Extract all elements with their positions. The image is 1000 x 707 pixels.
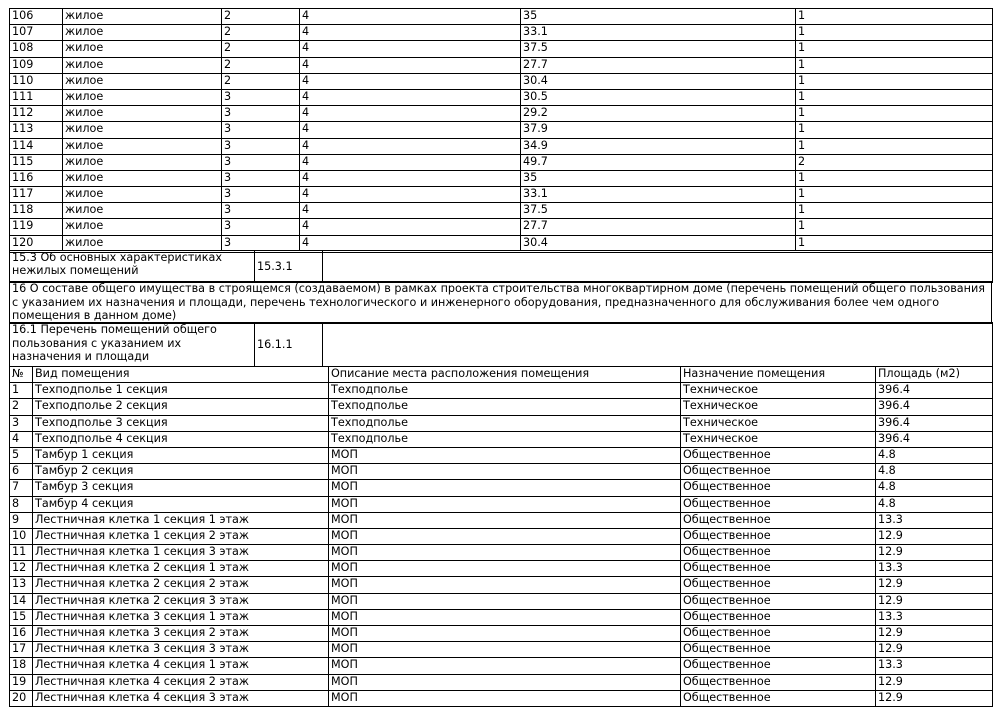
cell-rooms: 1: [796, 235, 993, 251]
cell-type: жилое: [63, 106, 222, 122]
table-row: [10, 219, 993, 235]
table-row: [10, 25, 993, 41]
table-row: [10, 593, 993, 609]
cell-num: 113: [10, 122, 63, 138]
cell-area: 13.3: [876, 561, 993, 577]
header-location: Описание места расположения помещения: [329, 367, 681, 383]
cell-area: 12.9: [876, 528, 993, 544]
cell-purpose: Общественное: [681, 528, 876, 544]
cell-area: 49.7: [521, 154, 796, 170]
cell-floor: 2: [222, 41, 300, 57]
cell-type: жилое: [63, 154, 222, 170]
cell-rooms: 1: [796, 25, 993, 41]
header-area: Площадь (м2): [876, 367, 993, 383]
section-15-3-row: [10, 251, 993, 283]
cell-area: 30.4: [521, 235, 796, 251]
cell-type: жилое: [63, 73, 222, 89]
cell-kind: Лестничная клетка 4 секция 2 этаж: [33, 674, 329, 690]
cell-location: Техподполье: [329, 399, 681, 415]
cell-type: жилое: [63, 170, 222, 186]
cell-type: жилое: [63, 187, 222, 203]
cell-floor: 2: [222, 25, 300, 41]
cell-purpose: Общественное: [681, 658, 876, 674]
cell-kind: Техподполье 2 секция: [33, 399, 329, 415]
cell-kind: Лестничная клетка 2 секция 2 этаж: [33, 577, 329, 593]
cell-area: 12.9: [876, 593, 993, 609]
cell-kind: Лестничная клетка 3 секция 2 этаж: [33, 626, 329, 642]
cell-purpose: Общественное: [681, 674, 876, 690]
cell-floor: 3: [222, 170, 300, 186]
cell-kind: Лестничная клетка 2 секция 1 этаж: [33, 561, 329, 577]
table-row: [10, 577, 993, 593]
cell-kind: Лестничная клетка 1 секция 1 этаж: [33, 512, 329, 528]
cell-entrance: 4: [300, 9, 521, 25]
section-16-1-value: [323, 323, 993, 367]
cell-location: Техподполье: [329, 383, 681, 399]
cell-rooms: 1: [796, 122, 993, 138]
cell-purpose: Техническое: [681, 431, 876, 447]
cell-location: МОП: [329, 690, 681, 706]
table-row: [10, 690, 993, 706]
cell-location: МОП: [329, 512, 681, 528]
cell-num: 9: [10, 512, 33, 528]
table-row: [10, 41, 993, 57]
cell-area: 37.9: [521, 122, 796, 138]
cell-floor: 2: [222, 73, 300, 89]
cell-area: 29.2: [521, 106, 796, 122]
cell-area: 35: [521, 9, 796, 25]
cell-num: 3: [10, 415, 33, 431]
table-row: [10, 415, 993, 431]
cell-floor: 3: [222, 203, 300, 219]
cell-kind: Техподполье 1 секция: [33, 383, 329, 399]
table-row: [10, 235, 993, 251]
cell-rooms: 2: [796, 154, 993, 170]
cell-entrance: 4: [300, 106, 521, 122]
table-row: [10, 480, 993, 496]
cell-num: 19: [10, 674, 33, 690]
cell-rooms: 1: [796, 73, 993, 89]
cell-rooms: 1: [796, 138, 993, 154]
cell-type: жилое: [63, 9, 222, 25]
cell-type: жилое: [63, 41, 222, 57]
table-row: [10, 512, 993, 528]
cell-kind: Техподполье 4 секция: [33, 431, 329, 447]
cell-entrance: 4: [300, 187, 521, 203]
cell-purpose: Общественное: [681, 561, 876, 577]
cell-area: 396.4: [876, 431, 993, 447]
header-num: №: [10, 367, 33, 383]
cell-purpose: Общественное: [681, 642, 876, 658]
cell-rooms: 1: [796, 57, 993, 73]
cell-location: МОП: [329, 658, 681, 674]
cell-location: МОП: [329, 545, 681, 561]
cell-entrance: 4: [300, 57, 521, 73]
cell-entrance: 4: [300, 122, 521, 138]
cell-type: жилое: [63, 219, 222, 235]
cell-entrance: 4: [300, 25, 521, 41]
table-row: [10, 561, 993, 577]
section-15-3-code: 15.3.1: [255, 251, 323, 283]
cell-num: 112: [10, 106, 63, 122]
cell-area: 12.9: [876, 545, 993, 561]
cell-num: 107: [10, 25, 63, 41]
cell-num: 1: [10, 383, 33, 399]
table-row: [10, 57, 993, 73]
cell-kind: Лестничная клетка 4 секция 3 этаж: [33, 690, 329, 706]
cell-rooms: 1: [796, 41, 993, 57]
cell-num: 17: [10, 642, 33, 658]
cell-purpose: Общественное: [681, 496, 876, 512]
cell-purpose: Общественное: [681, 577, 876, 593]
cell-purpose: Общественное: [681, 545, 876, 561]
header-kind: Вид помещения: [33, 367, 329, 383]
cell-rooms: 1: [796, 89, 993, 105]
cell-location: МОП: [329, 480, 681, 496]
cell-area: 4.8: [876, 480, 993, 496]
table-row: [10, 399, 993, 415]
cell-num: 117: [10, 187, 63, 203]
cell-kind: Тамбур 1 секция: [33, 447, 329, 463]
cell-entrance: 4: [300, 170, 521, 186]
cell-location: МОП: [329, 626, 681, 642]
table-row: [10, 187, 993, 203]
cell-kind: Лестничная клетка 2 секция 3 этаж: [33, 593, 329, 609]
cell-area: 4.8: [876, 447, 993, 463]
section-16-1-label: 16.1 Перечень помещений общего пользования с указанием их назначения и площади: [10, 323, 255, 367]
cell-num: 8: [10, 496, 33, 512]
cell-area: 34.9: [521, 138, 796, 154]
cell-num: 115: [10, 154, 63, 170]
cell-area: 27.7: [521, 219, 796, 235]
cell-num: 18: [10, 658, 33, 674]
cell-kind: Лестничная клетка 1 секция 2 этаж: [33, 528, 329, 544]
cell-num: 109: [10, 57, 63, 73]
cell-entrance: 4: [300, 41, 521, 57]
cell-rooms: 1: [796, 106, 993, 122]
cell-area: 13.3: [876, 609, 993, 625]
cell-kind: Тамбур 3 секция: [33, 480, 329, 496]
cell-purpose: Общественное: [681, 447, 876, 463]
cell-purpose: Общественное: [681, 480, 876, 496]
cell-area: 27.7: [521, 57, 796, 73]
common-rooms-table-body: [10, 383, 993, 707]
cell-entrance: 4: [300, 138, 521, 154]
common-rooms-header-row: [10, 367, 993, 383]
table-row: [10, 447, 993, 463]
cell-type: жилое: [63, 57, 222, 73]
cell-num: 119: [10, 219, 63, 235]
table-row: [10, 9, 993, 25]
cell-purpose: Общественное: [681, 626, 876, 642]
cell-floor: 3: [222, 106, 300, 122]
cell-area: 33.1: [521, 187, 796, 203]
cell-purpose: Общественное: [681, 464, 876, 480]
cell-area: 35: [521, 170, 796, 186]
table-row: [10, 626, 993, 642]
section-16-label: 16 О составе общего имущества в строящемся (создаваемом) в рамках проекта строительства многоквартирном доме (перечень помещений общего пользования с указанием их назначения и площади, перечень технологического и инженерного оборудования, предназначенного для обслуживания более чем одного помещения в данном доме): [10, 282, 992, 324]
cell-kind: Техподполье 3 секция: [33, 415, 329, 431]
cell-num: 12: [10, 561, 33, 577]
table-row: [10, 89, 993, 105]
table-row: [10, 383, 993, 399]
cell-num: 106: [10, 9, 63, 25]
section-15-3-label: 15.3 Об основных характеристиках нежилых помещений: [10, 251, 255, 283]
cell-entrance: 4: [300, 89, 521, 105]
cell-kind: Лестничная клетка 3 секция 1 этаж: [33, 609, 329, 625]
cell-floor: 3: [222, 235, 300, 251]
cell-purpose: Общественное: [681, 593, 876, 609]
cell-purpose: Общественное: [681, 609, 876, 625]
cell-area: 12.9: [876, 577, 993, 593]
cell-area: 12.9: [876, 690, 993, 706]
section-15-3: [9, 250, 993, 283]
cell-rooms: 1: [796, 170, 993, 186]
cell-area: 396.4: [876, 399, 993, 415]
cell-num: 111: [10, 89, 63, 105]
cell-num: 11: [10, 545, 33, 561]
cell-location: МОП: [329, 674, 681, 690]
cell-purpose: Техническое: [681, 415, 876, 431]
table-row: [10, 545, 993, 561]
cell-location: МОП: [329, 609, 681, 625]
cell-floor: 3: [222, 122, 300, 138]
cell-location: Техподполье: [329, 431, 681, 447]
section-16-1: [9, 322, 993, 367]
cell-purpose: Техническое: [681, 383, 876, 399]
table-row: [10, 642, 993, 658]
cell-num: 14: [10, 593, 33, 609]
cell-entrance: 4: [300, 235, 521, 251]
cell-num: 13: [10, 577, 33, 593]
cell-rooms: 1: [796, 219, 993, 235]
table-row: [10, 658, 993, 674]
cell-num: 6: [10, 464, 33, 480]
common-rooms-table: [9, 366, 993, 707]
section-15-3-value: [323, 251, 993, 283]
cell-purpose: Техническое: [681, 399, 876, 415]
cell-num: 108: [10, 41, 63, 57]
table-row: [10, 496, 993, 512]
cell-location: Техподполье: [329, 415, 681, 431]
cell-kind: Лестничная клетка 4 секция 1 этаж: [33, 658, 329, 674]
cell-floor: 3: [222, 187, 300, 203]
table-row: [10, 154, 993, 170]
table-row: [10, 170, 993, 186]
table-row: [10, 528, 993, 544]
cell-kind: Тамбур 4 секция: [33, 496, 329, 512]
section-16-row: [10, 282, 992, 324]
cell-num: 4: [10, 431, 33, 447]
cell-location: МОП: [329, 642, 681, 658]
cell-area: 12.9: [876, 674, 993, 690]
table-row: [10, 138, 993, 154]
cell-type: жилое: [63, 138, 222, 154]
table-row: [10, 464, 993, 480]
cell-purpose: Общественное: [681, 690, 876, 706]
section-16-1-code: 16.1.1: [255, 323, 323, 367]
section-16-1-row: [10, 323, 993, 367]
cell-num: 2: [10, 399, 33, 415]
cell-floor: 2: [222, 9, 300, 25]
cell-floor: 2: [222, 57, 300, 73]
cell-area: 37.5: [521, 203, 796, 219]
cell-rooms: 1: [796, 203, 993, 219]
cell-kind: Лестничная клетка 3 секция 3 этаж: [33, 642, 329, 658]
cell-floor: 3: [222, 154, 300, 170]
table-row: [10, 106, 993, 122]
section-16: [9, 281, 992, 324]
cell-num: 16: [10, 626, 33, 642]
cell-num: 120: [10, 235, 63, 251]
cell-location: МОП: [329, 577, 681, 593]
cell-location: МОП: [329, 528, 681, 544]
cell-floor: 3: [222, 219, 300, 235]
header-purpose: Назначение помещения: [681, 367, 876, 383]
cell-num: 15: [10, 609, 33, 625]
cell-purpose: Общественное: [681, 512, 876, 528]
cell-location: МОП: [329, 561, 681, 577]
cell-location: МОП: [329, 447, 681, 463]
table-row: [10, 73, 993, 89]
cell-rooms: 1: [796, 9, 993, 25]
cell-floor: 3: [222, 138, 300, 154]
cell-type: жилое: [63, 203, 222, 219]
cell-type: жилое: [63, 25, 222, 41]
table-row: [10, 122, 993, 138]
cell-location: МОП: [329, 593, 681, 609]
cell-num: 114: [10, 138, 63, 154]
cell-area: 396.4: [876, 415, 993, 431]
cell-entrance: 4: [300, 154, 521, 170]
cell-area: 33.1: [521, 25, 796, 41]
cell-num: 118: [10, 203, 63, 219]
cell-num: 20: [10, 690, 33, 706]
table-row: [10, 203, 993, 219]
cell-num: 116: [10, 170, 63, 186]
cell-floor: 3: [222, 89, 300, 105]
cell-area: 12.9: [876, 642, 993, 658]
cell-location: МОП: [329, 464, 681, 480]
cell-num: 7: [10, 480, 33, 496]
cell-type: жилое: [63, 235, 222, 251]
cell-area: 4.8: [876, 464, 993, 480]
apartments-table-body: [10, 9, 993, 252]
cell-area: 13.3: [876, 658, 993, 674]
cell-area: 4.8: [876, 496, 993, 512]
cell-num: 10: [10, 528, 33, 544]
cell-num: 5: [10, 447, 33, 463]
cell-area: 396.4: [876, 383, 993, 399]
table-row: [10, 674, 993, 690]
cell-kind: Лестничная клетка 1 секция 3 этаж: [33, 545, 329, 561]
cell-area: 13.3: [876, 512, 993, 528]
cell-type: жилое: [63, 89, 222, 105]
cell-kind: Тамбур 2 секция: [33, 464, 329, 480]
apartments-table: [9, 8, 993, 253]
cell-rooms: 1: [796, 187, 993, 203]
cell-entrance: 4: [300, 73, 521, 89]
cell-location: МОП: [329, 496, 681, 512]
cell-area: 30.4: [521, 73, 796, 89]
cell-area: 12.9: [876, 626, 993, 642]
cell-num: 110: [10, 73, 63, 89]
cell-type: жилое: [63, 122, 222, 138]
cell-entrance: 4: [300, 203, 521, 219]
table-row: [10, 431, 993, 447]
cell-area: 30.5: [521, 89, 796, 105]
cell-entrance: 4: [300, 219, 521, 235]
table-row: [10, 609, 993, 625]
cell-area: 37.5: [521, 41, 796, 57]
